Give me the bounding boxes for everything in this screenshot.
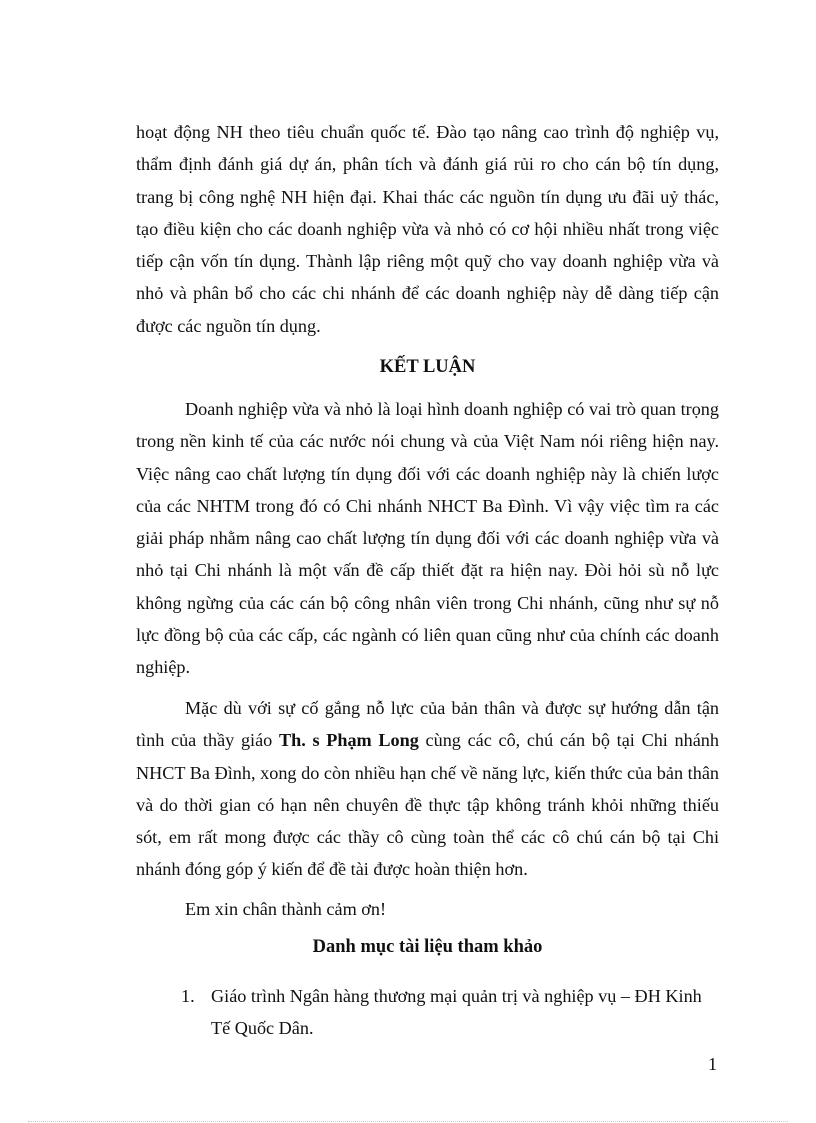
reference-text: Giáo trình Ngân hàng thương mại quản trị và nghiệp vụ – ĐH Kinh Tế Quốc Dân. [211,986,702,1039]
thanks-line: Em xin chân thành cảm ơn! [185,899,387,919]
conclusion-paragraph-1: Doanh nghiệp vừa và nhỏ là loại hình doanh nghiệp có vai trò quan trọng trong nền kinh tế của các nước nói chung và của Việt Nam nói riêng hiện nay. Việc nâng cao chất lượng tín dụng đối với các doanh nghiệp này là chiến lược của các NHTM trong đó có Chi nhánh NHCT Ba Đình. Vì vậy việc tìm ra các giải pháp nhằm nâng cao chất lượng tín dụng đối với các doanh nghiệp vừa và nhỏ tại Chi nhánh là một vấn đề cấp thiết đặt ra hiện nay. Đòi hỏi sù nỗ lực không ngừng của các cán bộ công nhân viên trong Chi nhánh, cũng như sự nỗ lực đồng bộ của các cấp, các ngành có liên quan cũng như của chính các doanh nghiệp. [136,399,719,678]
intro-paragraph: hoạt động NH theo tiêu chuẩn quốc tế. Đào tạo nâng cao trình độ nghiệp vụ, thẩm định đánh giá dự án, phân tích và đánh giá rủi ro cho cán bộ tín dụng, trang bị công nghệ NH hiện đại. Khai thác các nguồn tín dụng ưu đãi uỷ thác, tạo điều kiện cho các doanh nghiệp vừa và nhỏ có cơ hội nhiều nhất trong việc tiếp cận vốn tín dụng. Thành lập riêng một quỹ cho vay doanh nghiệp vừa và nhỏ và phân bổ cho các chi nhánh để các doanh nghiệp này dễ dàng tiếp cận được các nguồn tín dụng. [136,122,719,336]
page-number: 1 [708,1054,718,1074]
conclusion-heading: KẾT LUẬN [379,357,476,377]
conclusion-paragraph-2 [136,692,719,886]
references-list [136,980,719,1045]
conclusion-paragraph-2-text-after: cùng các cô, chú cán bộ tại Chi nhánh NHCT Ba Đình, xong do còn nhiều hạn chế về năng lực, kiến thức của bản thân và do thời gian có hạn nên chuyên đề thực tập không tránh khỏi những thiếu sót, em rất mong được các thầy cô cùng toàn thể các cô chú cán bộ tại Chi nhánh đóng góp ý kiến để đề tài được hoàn thiện hơn. [136,730,719,880]
reference-item [136,980,719,1045]
reference-number: 1. [181,986,195,1006]
conclusion-paragraph-2-text-before: Mặc dù với sự cố gắng nỗ lực của bản thân và được sự hướng dẫn tận tình của thầy giáo [136,698,719,751]
footer-divider [28,1121,788,1122]
advisor-name: Th. s Phạm Long [278,730,419,751]
references-heading: Danh mục tài liệu tham khảo [312,937,543,957]
